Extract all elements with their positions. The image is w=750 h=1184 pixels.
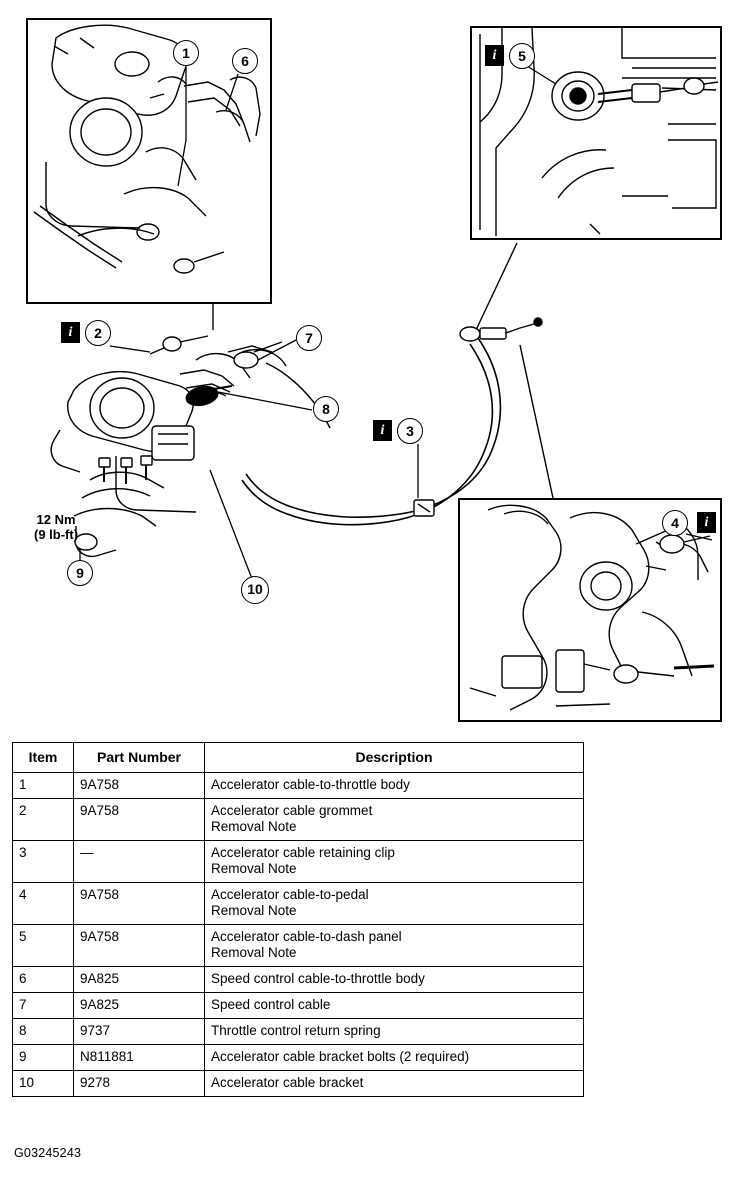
desc-line-2: Removal Note — [211, 903, 297, 918]
callout-5: 5 — [509, 43, 535, 69]
table-body — [13, 773, 584, 1097]
desc-line-1: Accelerator cable-to-throttle body — [211, 777, 410, 792]
table-row — [13, 1071, 584, 1097]
table-row — [13, 799, 584, 841]
torque-nm: 12 Nm — [36, 512, 76, 527]
desc-line-1: Accelerator cable grommet — [211, 803, 373, 818]
table-row — [13, 1045, 584, 1071]
table-row — [13, 773, 584, 799]
header-part-number: Part Number — [74, 743, 205, 773]
torque-spec-label — [34, 512, 78, 542]
cell-part-number: — — [74, 841, 205, 883]
table-row — [13, 925, 584, 967]
cell-description — [205, 773, 584, 799]
cell-part-number: 9737 — [74, 1019, 205, 1045]
desc-line-1: Accelerator cable retaining clip — [211, 845, 395, 860]
torque-lbft: (9 lb-ft) — [34, 527, 79, 542]
callout-1: 1 — [173, 40, 199, 66]
desc-line-2: Removal Note — [211, 819, 297, 834]
table-row — [13, 841, 584, 883]
cell-part-number: 9A825 — [74, 993, 205, 1019]
callout-9: 9 — [67, 560, 93, 586]
cell-part-number: 9A758 — [74, 925, 205, 967]
cell-item: 4 — [13, 883, 74, 925]
desc-line-1: Throttle control return spring — [211, 1023, 381, 1038]
header-description: Description — [205, 743, 584, 773]
cell-item: 8 — [13, 1019, 74, 1045]
cell-description — [205, 1019, 584, 1045]
table-row — [13, 967, 584, 993]
cell-item: 3 — [13, 841, 74, 883]
callout-10: 10 — [241, 576, 269, 604]
cell-description — [205, 925, 584, 967]
callout-8: 8 — [313, 396, 339, 422]
cell-part-number: 9A758 — [74, 799, 205, 841]
desc-line-2: Removal Note — [211, 945, 297, 960]
desc-line-1: Accelerator cable-to-dash panel — [211, 929, 402, 944]
cell-description — [205, 967, 584, 993]
header-item: Item — [13, 743, 74, 773]
cell-description — [205, 1071, 584, 1097]
desc-line-1: Accelerator cable bracket bolts (2 required) — [211, 1049, 470, 1064]
desc-line-1: Accelerator cable-to-pedal — [211, 887, 369, 902]
cell-item: 2 — [13, 799, 74, 841]
callout-2: 2 — [85, 320, 111, 346]
table-row — [13, 1019, 584, 1045]
desc-line-1: Accelerator cable bracket — [211, 1075, 364, 1090]
cell-part-number: 9A758 — [74, 773, 205, 799]
table-row — [13, 993, 584, 1019]
cell-item: 10 — [13, 1071, 74, 1097]
desc-line-1: Speed control cable — [211, 997, 331, 1012]
cell-part-number: N811881 — [74, 1045, 205, 1071]
figure-code: G03245243 — [14, 1146, 82, 1160]
cell-part-number: 9278 — [74, 1071, 205, 1097]
cell-part-number: 9A825 — [74, 967, 205, 993]
callout-6: 6 — [232, 48, 258, 74]
cell-part-number: 9A758 — [74, 883, 205, 925]
info-marker-2: i — [61, 322, 80, 343]
cell-item: 5 — [13, 925, 74, 967]
parts-table — [12, 742, 584, 1097]
cell-description — [205, 1045, 584, 1071]
info-marker-3: i — [373, 420, 392, 441]
cell-item: 7 — [13, 993, 74, 1019]
table-row — [13, 883, 584, 925]
cell-item: 9 — [13, 1045, 74, 1071]
cell-item: 1 — [13, 773, 74, 799]
cell-description — [205, 799, 584, 841]
cell-description — [205, 883, 584, 925]
cell-description — [205, 993, 584, 1019]
table-header-row — [13, 743, 584, 773]
callout-7: 7 — [296, 325, 322, 351]
info-marker-5: i — [485, 45, 504, 66]
desc-line-2: Removal Note — [211, 861, 297, 876]
callout-4: 4 — [662, 510, 688, 536]
cell-description — [205, 841, 584, 883]
desc-line-1: Speed control cable-to-throttle body — [211, 971, 425, 986]
cell-item: 6 — [13, 967, 74, 993]
info-marker-4: i — [697, 512, 716, 533]
callout-3: 3 — [397, 418, 423, 444]
